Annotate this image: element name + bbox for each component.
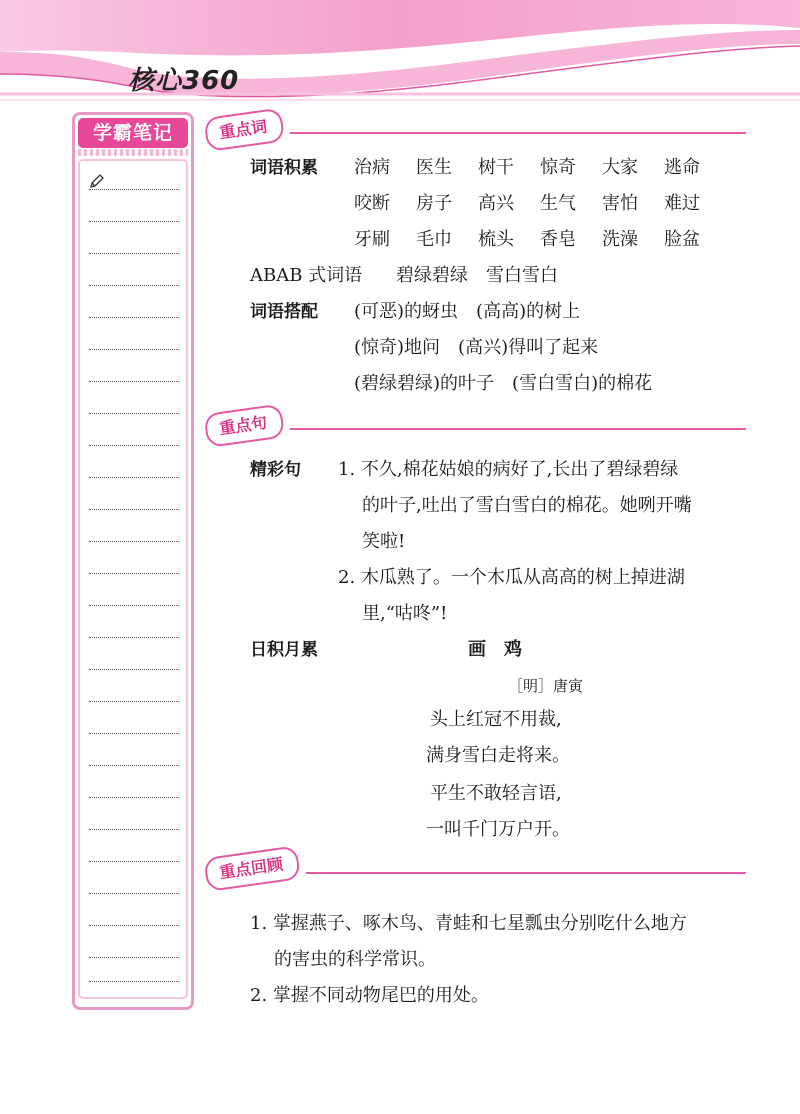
vocab-word: 难过 xyxy=(664,193,700,214)
section-rule xyxy=(290,132,746,134)
vocab-word: 牙刷 xyxy=(354,229,390,250)
note-line xyxy=(89,317,179,318)
poem-line: 头上红冠不用裁, xyxy=(430,709,562,730)
vocab-word: 生气 xyxy=(540,193,576,214)
note-line xyxy=(89,637,179,638)
header-wave xyxy=(0,0,800,110)
section-rule xyxy=(290,428,746,430)
section-keywords-header xyxy=(208,118,748,152)
review-item-line: 的害虫的科学常识。 xyxy=(274,949,436,970)
note-line xyxy=(89,189,179,190)
section-sentences-tab: 重点句 xyxy=(203,403,285,448)
note-line xyxy=(89,381,179,382)
note-line xyxy=(89,797,179,798)
pairs-label: 词语搭配 xyxy=(250,302,318,322)
poem-author: ［明］唐寅 xyxy=(508,677,584,695)
notes-title-stripe xyxy=(78,149,188,156)
note-line xyxy=(89,669,179,670)
section-sentences-header xyxy=(208,414,748,448)
vocab-word: 树干 xyxy=(478,157,514,178)
vocab-word: 高兴 xyxy=(478,193,514,214)
note-line xyxy=(89,349,179,350)
poem-line: 满身雪白走将来。 xyxy=(426,745,570,766)
note-line xyxy=(89,701,179,702)
section-review-header xyxy=(208,854,748,892)
vocab-word: 香皂 xyxy=(540,229,576,250)
note-line xyxy=(89,285,179,286)
abab-words: 碧绿碧绿 雪白雪白 xyxy=(396,265,558,286)
review-item-line: 2. 掌握不同动物尾巴的用处。 xyxy=(250,985,489,1006)
vocab-word: 咬断 xyxy=(354,193,390,214)
note-line xyxy=(89,861,179,862)
note-line xyxy=(89,893,179,894)
notes-title: 学霸笔记 xyxy=(78,118,188,148)
pairs-line: (惊奇)地问 (高兴)得叫了起来 xyxy=(354,337,599,358)
note-line xyxy=(89,541,179,542)
section-rule xyxy=(306,872,746,874)
sentence-line: 2. 木瓜熟了。一个木瓜从高高的树上掉进湖 xyxy=(338,567,685,588)
sentence-line: 的叶子,吐出了雪白雪白的棉花。她咧开嘴 xyxy=(362,495,692,516)
vocab-word: 房子 xyxy=(416,193,452,214)
vocab-row xyxy=(354,228,726,252)
poem-title: 画 鸡 xyxy=(468,639,522,660)
note-line xyxy=(89,733,179,734)
note-line xyxy=(89,509,179,510)
note-line xyxy=(89,765,179,766)
poem-line: 一叫千门万户开。 xyxy=(426,819,570,840)
note-line xyxy=(89,477,179,478)
vocab-word: 梳头 xyxy=(478,229,514,250)
note-line xyxy=(89,957,179,958)
vocab-word: 洗澡 xyxy=(602,229,638,250)
sentence-line: 1. 不久,棉花姑娘的病好了,长出了碧绿碧绿 xyxy=(338,459,679,480)
vocab-word: 毛巾 xyxy=(416,229,452,250)
section-review-tab: 重点回顾 xyxy=(203,845,301,892)
vocab-row xyxy=(354,192,726,216)
vocab-word: 治病 xyxy=(354,157,390,178)
section-keywords-tab: 重点词 xyxy=(203,107,285,152)
note-line xyxy=(89,829,179,830)
pairs-line: (碧绿碧绿)的叶子 (雪白雪白)的棉花 xyxy=(354,373,653,394)
vocab-row xyxy=(354,156,726,180)
vocab-label: 词语积累 xyxy=(250,158,318,178)
sentence-line: 里,“咕咚”! xyxy=(362,603,448,624)
note-line xyxy=(89,445,179,446)
page-header xyxy=(0,0,800,110)
note-line xyxy=(89,253,179,254)
note-line xyxy=(89,573,179,574)
notes-sidebar xyxy=(72,112,194,1010)
vocab-word: 逃命 xyxy=(664,157,700,178)
note-line xyxy=(89,981,179,982)
poem-label: 日积月累 xyxy=(250,640,318,660)
sentences-label: 精彩句 xyxy=(250,460,301,480)
sentence-line: 笑啦! xyxy=(362,531,406,552)
pairs-line: (可恶)的蚜虫 (高高)的树上 xyxy=(354,301,581,322)
vocab-word: 医生 xyxy=(416,157,452,178)
note-line xyxy=(89,605,179,606)
abab-label: ABAB 式词语 xyxy=(250,265,363,286)
note-line xyxy=(89,413,179,414)
review-item-line: 1. 掌握燕子、啄木鸟、青蛙和七星瓢虫分别吃什么地方 xyxy=(250,913,687,934)
pencil-icon xyxy=(89,173,105,189)
brand-logo-text: 核心360 xyxy=(128,66,240,96)
note-line xyxy=(89,221,179,222)
vocab-word: 脸盆 xyxy=(664,229,700,250)
poem-line: 平生不敢轻言语, xyxy=(430,783,562,804)
vocab-word: 大家 xyxy=(602,157,638,178)
vocab-word: 惊奇 xyxy=(540,157,576,178)
note-line xyxy=(89,925,179,926)
vocab-word: 害怕 xyxy=(602,193,638,214)
